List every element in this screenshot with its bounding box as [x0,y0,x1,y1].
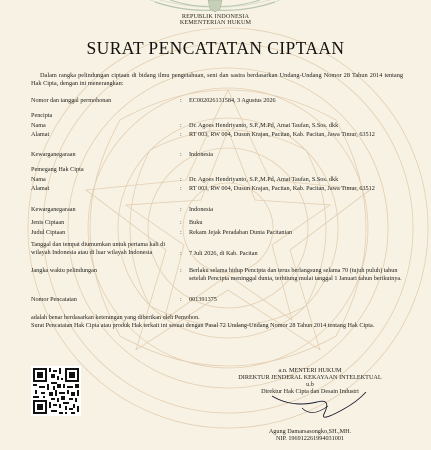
judul-label: Judul Ciptaan [31,229,66,236]
judul-value: Rekam Jejak Peradaban Dunia Pacitanian [189,229,293,236]
signature-direktur: Direktur Hak Cipta dan Desain Industri [261,388,359,395]
pencipta-alamat-value: RT 003, RW 004, Dusun Krajan, Pacitan, Kab. Pacitan, Jawa Timur, 63512 [189,131,375,138]
pemegang-kewarganegaraan-value: Indonesia [189,206,214,213]
tanggal-value: 7 Juli 2026, di Kab. Pacitan [189,250,258,257]
tanggal-label: Tanggal dan tempat diumumkan untuk pertama kali di wilayah Indonesia atau di luar wilayah Indonesia [31,241,166,256]
pencipta-alamat-label: Alamat [31,131,50,138]
permohonan-label: Nomor dan tanggal permohonan [31,97,112,104]
pencipta-kewarganegaraan-label: Kewarganegaraan [31,151,76,158]
pemegang-alamat-label: Alamat [31,185,50,192]
colon: : [180,185,182,192]
colon: : [180,131,182,138]
jenis-label: Jenis Ciptaan [31,219,65,226]
jangka-value: Berlaku selama hidup Pencipta dan terus berlangsung selama 70 (tujuh puluh) tahun setelah Pencipta meninggal dunia, terhitung mulai tanggal 1 Januari tahun berikutnya. [189,267,402,282]
colon: : [180,151,182,158]
qr-code [31,366,81,416]
signature-ub: u.b [306,381,314,388]
pemegang-kewarganegaraan-label: Kewarganegaraan [31,206,76,213]
garuda-emblem [150,0,280,14]
jangka-label: Jangka waktu pelindungan [31,267,97,274]
closing-text [31,314,406,330]
colon: : [180,229,182,236]
nomor-pencatatan-label: Nomor Pencatatan [31,296,77,303]
colon: : [180,176,182,183]
pemegang-nama-value: Dr. Agoes Hendriyanto, S.P.,M.Pd, Amat Taufan, S.Sos. dkk [189,176,339,183]
pencipta-nama-label: Nama [31,122,46,129]
closing-line-1: adalah benar berdasarkan keterangan yang diberikan oleh Pemohon. [31,314,200,321]
pemegang-nama-label: Nama [31,176,46,183]
jenis-value: Buku [189,219,203,226]
pencipta-heading: Pencipta [31,112,53,119]
colon: : [180,296,182,303]
closing-line-2: Surat Pencatatan Hak Cipta atau produk Hak terkait ini sesuai dengan Pasal 72 Undang-Undang Nomor 28 Tahun 2014 tentang Hak Cipta. [31,321,375,329]
page-title: SURAT PENCATATAN CIPTAAN [86,38,345,58]
pemegang-heading: Pemegang Hak Cipta [31,166,84,173]
colon: : [180,122,182,129]
header-kementerian: KEMENTERIAN HUKUM [179,19,252,26]
intro-paragraph: Dalam rangka pelindungan ciptaan di bidang ilmu pengetahuan, seni dan sastra berdasarkan Undang-Undang Nomor 28 Tahun 2014 tentang Hak Cipta, dengan ini menerangkan: [31,72,403,88]
handwritten-signature [262,388,372,428]
colon: : [180,219,182,226]
signature-dirjen: DIREKTUR JENDERAL KEKAYAAN INTELEKTUAL [238,374,382,381]
colon: : [180,206,182,213]
signatory-name: Agung Damarsasongko,SH.,MH. [268,428,352,435]
signatory-nip: NIP. 196912261994031001 [275,435,345,442]
signature-an: a.n. MENTERI HUKUM [278,367,342,374]
colon: : [180,250,182,257]
colon: : [180,97,182,104]
colon: : [180,267,182,274]
pencipta-kewarganegaraan-value: Indonesia [189,151,214,158]
nomor-pencatatan-value: 001391375 [189,296,217,303]
permohonan-value: EC002026131584, 3 Agustus 2026 [189,97,276,104]
header-republik: REPUBLIK INDONESIA [181,13,250,20]
pencipta-nama-value: Dr. Agoes Hendriyanto, S.P.,M.Pd, Amat Taufan, S.Sos. dkk [189,122,339,129]
pemegang-alamat-value: RT 003, RW 004, Dusun Krajan, Pacitan, Kab. Pacitan, Jawa Timur, 63512 [189,185,375,192]
